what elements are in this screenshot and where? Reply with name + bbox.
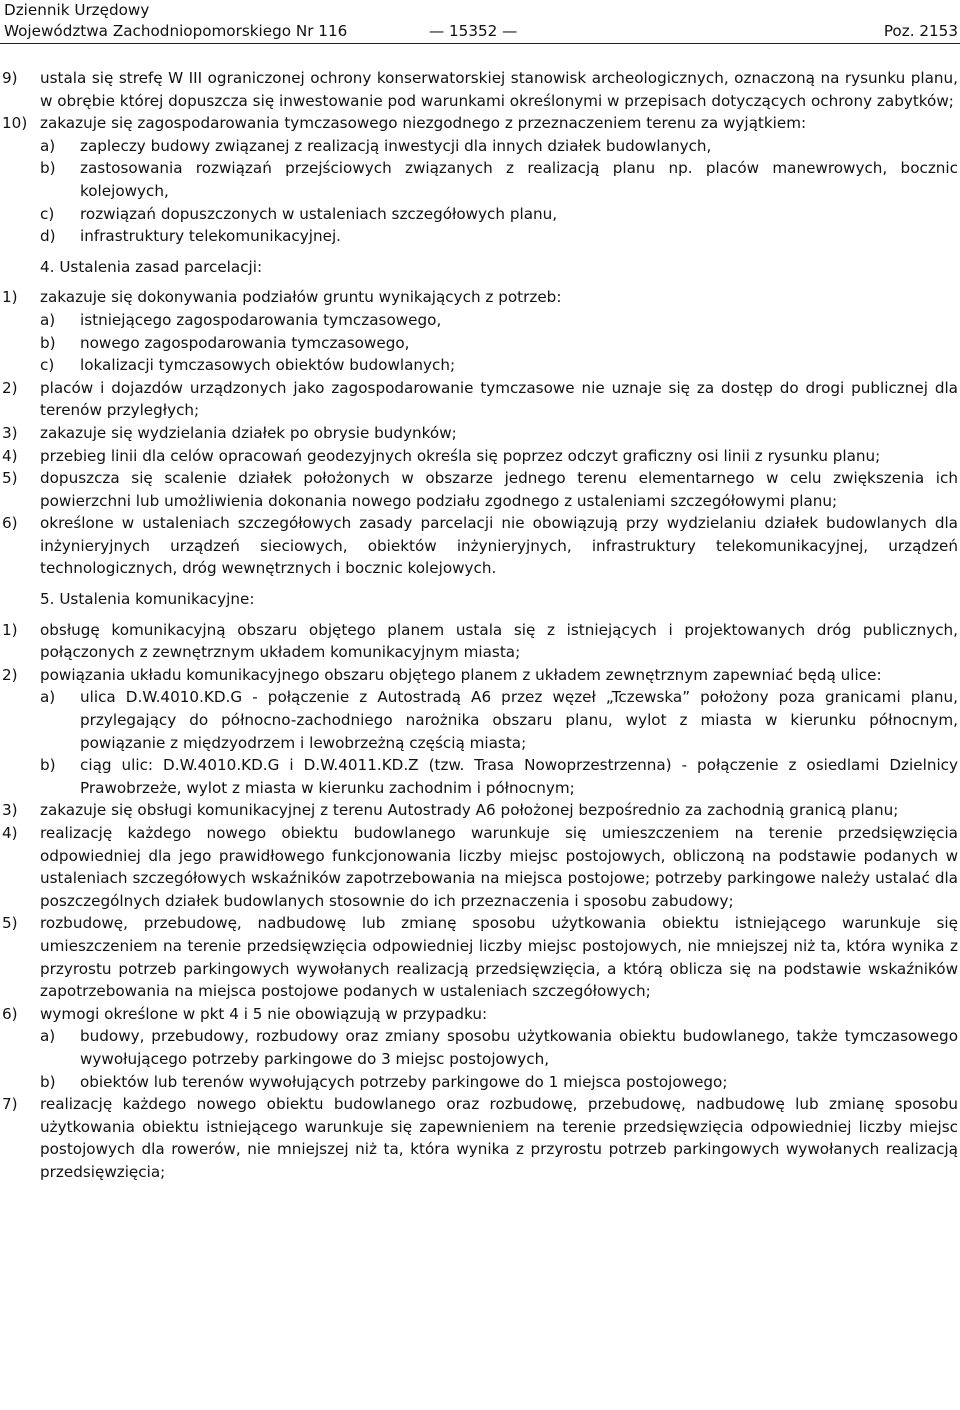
item-text: zapleczy budowy związanej z realizacją inwestycji dla innych działek budowlanych, [80,136,712,155]
item-number: 3) [2,423,18,442]
item-number: 6) [2,514,18,533]
list-item [0,1093,958,1183]
item-number: c) [40,356,55,375]
item-number: 5) [2,469,18,488]
item-text: istniejącego zagospodarowania tymczasowego, [80,310,442,329]
list-item [0,912,958,1002]
item-text: wymogi określone w pkt 4 i 5 nie obowiązują w przypadku: [40,1004,488,1023]
item-text: realizację każdego nowego obiektu budowlanego oraz rozbudowę, przebudowę, nadbudowę lub zmianę sposobu użytkowania obiektu istniejącego warunkuje się zapewnieniem na terenie przedsięwzięcia odpowiedniej liczby miejsc postojowych dla rowerów, nie mniejszej niż ta, która wynika z przyrostu potrzeb parkingowych wywołanych realizacją przedsięwzięcia; [40,1095,958,1181]
journal-region: Województwa Zachodniopomorskiego Nr 116 [4,22,348,40]
item-number: 3) [2,801,18,820]
item-text: realizację każdego nowego obiektu budowlanego warunkuje się umieszczeniem na terenie przedsięwzięcia odpowiedniej dla jego prawidłowego funkcjonowania liczby miejsc postojowych, obliczoną na podstawie podanych w ustaleniach szczegółowych wskaźników zapotrzebowania na miejsca postojowe; potrzeby parkingowe należy ustalać dla poszczególnych działek budowlanych stosownie do ich przeznaczenia i sposobu zabudowy; [40,824,958,910]
item-text: zakazuje się obsługi komunikacyjnej z terenu Autostrady A6 położonej bezpośrednio za zachodnią granicą planu; [40,801,899,820]
item-number: a) [40,310,56,329]
list-item [0,467,958,512]
sub-list-item [0,332,958,355]
page-header [4,0,958,42]
list-item [0,619,958,664]
item-number: b) [40,756,56,775]
document-body [0,67,958,1184]
item-text: infrastruktury telekomunikacyjnej. [80,227,341,246]
item-number: 7) [2,1095,18,1114]
list-item [0,445,958,468]
sub-list-item [0,203,958,226]
item-number: 4) [2,824,18,842]
list-item [0,512,958,580]
item-number: 5) [2,914,18,933]
section-heading: 4. Ustalenia zasad parcelacji: [40,257,263,276]
list-item [0,112,958,135]
item-number: a) [40,688,56,707]
item-number: 6) [2,1004,18,1023]
item-text: ulica D.W.4010.KD.G - połączenie z Autostradą A6 przez węzeł „Tczewska” położony poza granicami planu, przylegający do północno-zachodniego narożnika obszaru planu, wylot z miasta w kierunku północnym, powiązanie z międzyodrzem i lewobrzeżną częścią miasta; [80,688,958,752]
item-text: rozwiązań dopuszczonych w ustaleniach szczegółowych planu, [80,204,558,223]
list-item [0,799,958,822]
item-text: przebieg linii dla celów opracowań geodezyjnych określa się poprzez odczyt graficzny osi linii z rysunku planu; [40,446,881,465]
item-number: b) [40,333,56,352]
item-number: 2) [2,665,18,684]
item-number: b) [40,1072,56,1091]
item-number: 2) [2,378,18,397]
sub-list-item [0,135,958,158]
item-text: ustala się strefę W III ograniczonej ochrony konserwatorskiej stanowisk archeologicznych, oznaczoną na rysunku planu, w obrębie której dopuszcza się inwestowanie pod warunkami określonymi w przepisach dotyczących ochrony zabytków; [40,69,958,110]
sub-list-item [0,686,958,754]
sub-list-item [0,754,958,799]
item-text: dopuszcza się scalenie działek położonych w obszarze jednego terenu elementarnego w celu zwiększenia ich powierzchni lub umożliwienia dokonania nowego podziału zgodnego z ustaleniami szczegółowymi planu; [40,469,958,510]
item-text: nowego zagospodarowania tymczasowego, [80,333,410,352]
item-text: placów i dojazdów urządzonych jako zagospodarowanie tymczasowe nie uznaje się za dostęp do drogi publicznej dla terenów przyległych; [40,378,958,420]
sub-list-item [0,1025,958,1070]
position-number: Poz. 2153 [883,22,958,40]
item-number: 1) [2,620,18,639]
list-item [0,664,958,687]
item-number: a) [40,136,56,155]
sub-list-item [0,225,958,248]
item-text: powiązania układu komunikacyjnego obszaru objętego planem z układem zewnętrznym zapewniać będą ulice: [40,665,882,684]
item-number: 4) [2,446,18,465]
item-number: d) [40,227,56,246]
journal-title: Dziennik Urzędowy [4,1,150,19]
item-text: obiektów lub terenów wywołujących potrzeby parkingowe do 1 miejsca postojowego; [80,1072,728,1091]
item-number: b) [40,159,56,178]
item-text: ciąg ulic: D.W.4010.KD.G i D.W.4011.KD.Z (tzw. Trasa Nowoprzestrzenna) - połączenie z osiedlami Dzielnicy Prawobrzeże, wylot z miasta w kierunku zachodnim i północnym; [80,756,958,797]
list-item [0,286,958,309]
item-text: zakazuje się dokonywania podziałów gruntu wynikających z potrzeb: [40,288,562,307]
item-text: rozbudowę, przebudowę, nadbudowę lub zmianę sposobu użytkowania obiektu istniejącego warunkuje się umieszczeniem na terenie przedsięwzięcia odpowiedniej liczby miejsc postojowych, nie mniejszej niż ta, która wynika z przyrostu potrzeb parkingowych wywołanych realizacją przedsięwzięcia, a którą oblicza się na podstawie wskaźników zapotrzebowania na miejsca postojowe podanych w ustaleniach szczegółowych; [40,914,958,1001]
list-item [0,377,958,422]
item-number: 10) [2,114,28,133]
list-item [0,822,958,912]
section-heading: 5. Ustalenia komunikacyjne: [40,590,255,609]
item-text: lokalizacji tymczasowych obiektów budowlanych; [80,356,456,375]
page-number: — 15352 — [429,22,518,40]
item-text: zastosowania rozwiązań przejściowych związanych z realizacją planu np. placów manewrowych, bocznic kolejowych, [80,159,958,200]
sub-list-item [0,1071,958,1094]
sub-list-item [0,157,958,202]
sub-list-item [0,309,958,332]
item-number: 9) [2,69,18,87]
item-text: określone w ustaleniach szczegółowych zasady parcelacji nie obowiązują przy wydzielaniu działek budowlanych dla inżynieryjnych urządzeń sieciowych, obiektów inżynieryjnych, infrastruktury telekomunikacyjnej, urządzeń technologicznych, dróg wewnętrznych i bocznic kolejowych. [40,514,958,578]
item-text: zakazuje się wydzielania działek po obrysie budynków; [40,423,457,442]
sub-list-item [0,354,958,377]
item-number: 1) [2,288,18,307]
list-item [0,422,958,445]
item-number: c) [40,204,55,223]
list-item [0,1003,958,1026]
list-item [0,67,958,112]
item-text: budowy, przebudowy, rozbudowy oraz zmiany sposobu użytkowania obiektu budowlanego, także tymczasowego wywołującego potrzeby parkingowe do 3 miejsc postojowych, [80,1027,958,1068]
item-text: zakazuje się zagospodarowania tymczasowego niezgodnego z przeznaczeniem terenu za wyjątkiem: [40,114,807,133]
item-number: a) [40,1027,56,1046]
header-divider [0,43,960,44]
item-text: obsługę komunikacyjną obszaru objętego planem ustala się z istniejących i projektowanych dróg publicznych, połączonych z zewnętrznym układem komunikacyjnym miasta; [40,620,958,662]
